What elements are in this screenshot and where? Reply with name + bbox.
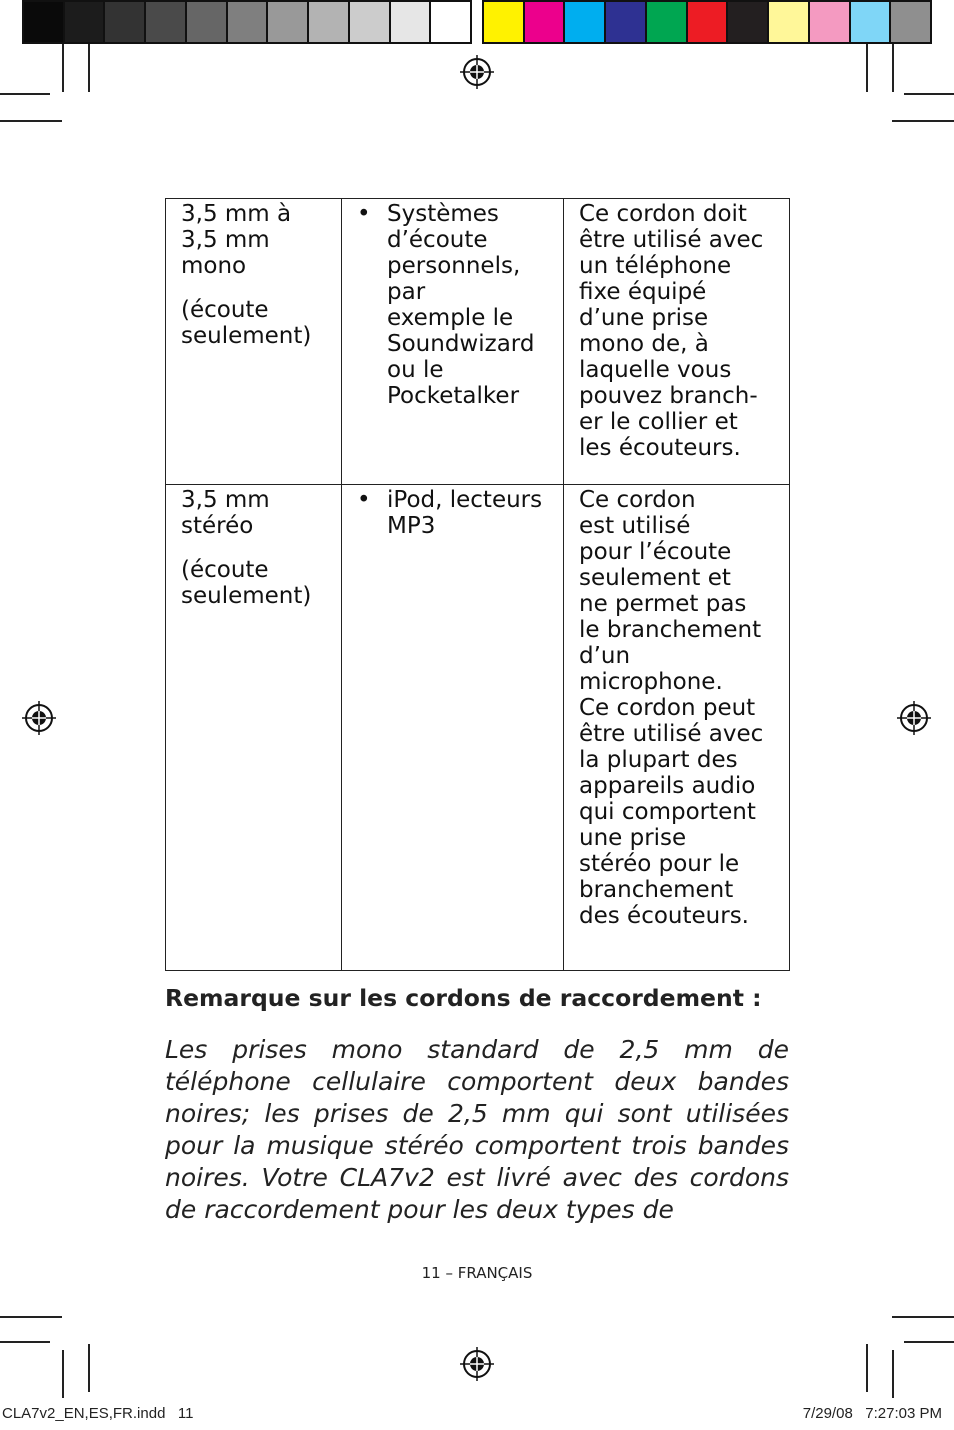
crop-mark [892,44,894,92]
color-swatch [891,2,930,42]
cord-description: Ce cordon doit être utilisé avec un téléphone fixe équipé d’une prise mono de, à laquelle vous pouvez branch- er le collier et les écouteurs. [579,201,764,461]
table-cell-cord-type [166,199,342,485]
device-bullet-item: • iPod, lecteurs MP3 [357,487,549,539]
table-cell-devices [342,485,564,971]
crop-mark [88,44,90,92]
registration-mark-icon [897,701,931,735]
crop-mark [892,1316,954,1318]
slug-timestamp: 7/29/08 7:27:03 PM [802,1405,942,1422]
crop-mark [904,1341,954,1343]
crop-mark [0,1341,50,1343]
color-swatch [350,2,391,42]
color-swatch [565,2,606,42]
crop-mark [866,44,868,92]
color-swatch [769,2,810,42]
crop-mark [892,120,954,122]
color-bar [482,0,932,44]
color-swatch [187,2,228,42]
color-swatch [24,2,65,42]
table-cell-description [564,485,790,971]
color-swatch [484,2,525,42]
crop-mark [892,1350,894,1398]
page-number: 11 – FRANÇAIS [421,1264,533,1282]
cord-table [165,198,790,971]
device-bullet-item: • Systèmes d’écoute personnels, par exemple le Soundwizard ou le Pocketalker [357,201,549,409]
color-swatch [65,2,106,42]
crop-mark [904,93,954,95]
note-body: Les prises mono standard de 2,5 mm de téléphone cellulaire comportent deux bandes noires; les prises de 2,5 mm qui sont utilisées pour la musique stéréo comportent trois bandes noires. Votre CLA7v2 est livré avec des cordons de raccordement pour les deux types de [165,1035,789,1224]
color-swatch [688,2,729,42]
color-swatch [431,2,470,42]
table-row [166,485,790,971]
color-swatch [105,2,146,42]
note-heading: Remarque sur les cordons de raccordement : [165,984,762,1012]
crop-mark [88,1344,90,1392]
color-swatch [268,2,309,42]
crop-mark [866,1344,868,1392]
crop-mark [62,44,64,92]
grayscale-bar [22,0,472,44]
crop-mark [0,120,62,122]
crop-mark [62,1350,64,1398]
color-swatch [647,2,688,42]
registration-mark-icon [22,701,56,735]
crop-mark [0,1316,62,1318]
crop-mark [0,93,50,95]
color-swatch [391,2,432,42]
cord-type-label: 3,5 mm à 3,5 mm mono [181,201,292,279]
color-swatch [728,2,769,42]
color-swatch [228,2,269,42]
color-swatch [851,2,892,42]
color-swatch [810,2,851,42]
slug-file-name: CLA7v2_EN,ES,FR.indd 11 [2,1405,194,1422]
table-cell-description [564,199,790,485]
cord-usage-label: (écoute seulement) [181,557,312,609]
color-swatch [606,2,647,42]
registration-mark-icon [460,1347,494,1381]
cord-description: Ce cordon est utilisé pour l’écoute seulement et ne permet pas le branchement d’un microphone. Ce cordon peut être utilisé avec la plupart des appareils audio qui comportent une prise stéréo pour le branchement des écouteurs. [579,487,764,929]
table-cell-devices [342,199,564,485]
table-cell-cord-type [166,485,342,971]
table-row [166,199,790,485]
color-swatch [146,2,187,42]
cord-usage-label: (écoute seulement) [181,297,312,349]
color-swatch [525,2,566,42]
cord-type-label: 3,5 mm stéréo [181,487,270,539]
registration-mark-icon [460,55,494,89]
color-swatch [309,2,350,42]
